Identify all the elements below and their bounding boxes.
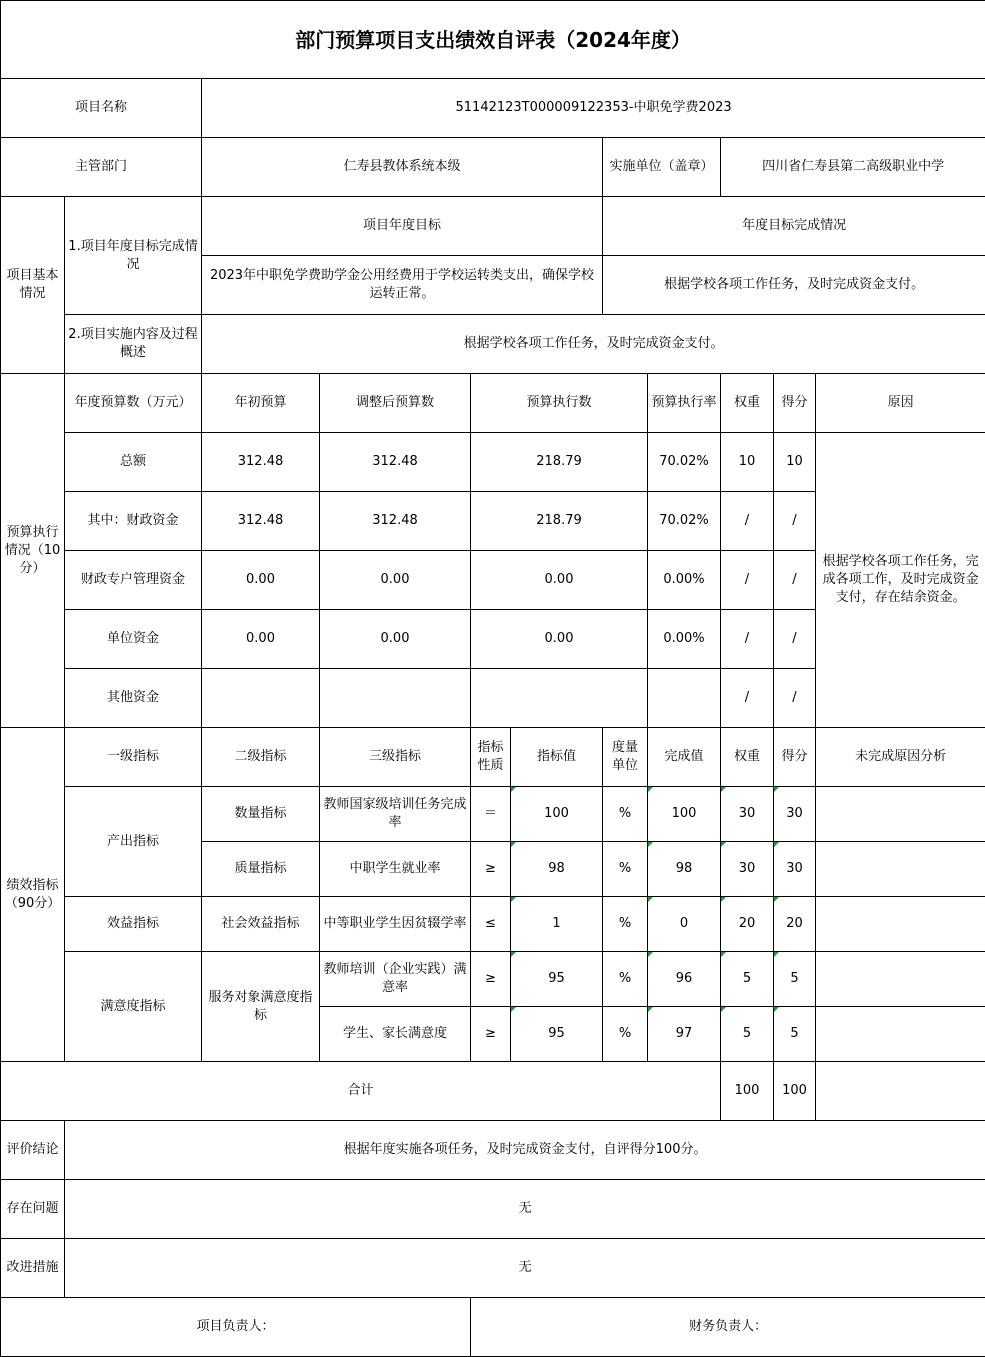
budget-row-name: 单位资金	[65, 610, 202, 669]
perf-indicator-actual: 0	[648, 897, 721, 952]
budget-score: /	[774, 669, 816, 728]
improvements-label: 改进措施	[1, 1239, 65, 1298]
perf-level1-satisfaction: 满意度指标	[65, 952, 202, 1062]
budget-header-initial: 年初预算	[202, 374, 320, 433]
budget-rate: 70.02%	[648, 433, 721, 492]
perf-indicator-weight: 20	[721, 897, 774, 952]
budget-row-name: 财政专户管理资金	[65, 551, 202, 610]
perf-indicator-reason	[816, 952, 985, 1007]
budget-header-adjusted: 调整后预算数	[320, 374, 471, 433]
perf-indicator-name: 学生、家长满意度	[320, 1007, 471, 1062]
perf-indicator-weight: 5	[721, 1007, 774, 1062]
budget-adjusted	[320, 669, 471, 728]
perf-indicator-op: ≤	[471, 897, 511, 952]
budget-score: /	[774, 551, 816, 610]
budget-adjusted: 0.00	[320, 610, 471, 669]
total-label: 合计	[1, 1062, 721, 1121]
perf-indicator-actual: 97	[648, 1007, 721, 1062]
budget-score: /	[774, 610, 816, 669]
implementing-unit-value: 四川省仁寿县第二高级职业中学	[721, 138, 985, 197]
perf-level2-service: 服务对象满意度指标	[202, 952, 320, 1062]
perf-indicator-target: 95	[511, 952, 603, 1007]
perf-indicator-score: 20	[774, 897, 816, 952]
budget-header-annual: 年度预算数（万元）	[65, 374, 202, 433]
perf-header-target: 指标值	[511, 728, 603, 787]
budget-initial: 0.00	[202, 551, 320, 610]
budget-initial: 312.48	[202, 492, 320, 551]
budget-row-name: 其中：财政资金	[65, 492, 202, 551]
perf-indicator-name: 中职学生就业率	[320, 842, 471, 897]
perf-header-level3: 三级指标	[320, 728, 471, 787]
perf-header-score: 得分	[774, 728, 816, 787]
budget-score: 10	[774, 433, 816, 492]
project-lead-signature: 项目负责人：	[1, 1298, 471, 1357]
total-score: 100	[774, 1062, 816, 1121]
department-value: 仁寿县教体系统本级	[202, 138, 603, 197]
perf-header-reason: 未完成原因分析	[816, 728, 985, 787]
perf-header-weight: 权重	[721, 728, 774, 787]
budget-score: /	[774, 492, 816, 551]
perf-indicator-score: 5	[774, 952, 816, 1007]
perf-indicator-unit: %	[603, 897, 648, 952]
budget-rate: 0.00%	[648, 610, 721, 669]
annual-target-header: 项目年度目标	[202, 197, 603, 256]
problems-label: 存在问题	[1, 1180, 65, 1239]
budget-weight: 10	[721, 433, 774, 492]
page-title: 部门预算项目支出绩效自评表（2024年度）	[1, 1, 985, 79]
perf-indicator-weight: 30	[721, 842, 774, 897]
perf-indicator-op: ≥	[471, 1007, 511, 1062]
budget-row-name: 其他资金	[65, 669, 202, 728]
perf-indicator-target: 100	[511, 787, 603, 842]
perf-indicator-reason	[816, 897, 985, 952]
project-name-value: 51142123T000009122353-中职免学费2023	[202, 79, 985, 138]
perf-indicator-reason	[816, 842, 985, 897]
implementation-text: 根据学校各项工作任务，及时完成资金支付。	[202, 315, 985, 374]
budget-adjusted: 312.48	[320, 492, 471, 551]
budget-header-score: 得分	[774, 374, 816, 433]
perf-indicator-target: 98	[511, 842, 603, 897]
perf-level1-benefit: 效益指标	[65, 897, 202, 952]
budget-initial	[202, 669, 320, 728]
budget-executed: 0.00	[471, 551, 648, 610]
improvements-text: 无	[65, 1239, 985, 1298]
budget-executed	[471, 669, 648, 728]
perf-indicator-unit: %	[603, 1007, 648, 1062]
total-weight: 100	[721, 1062, 774, 1121]
implementation-label: 2.项目实施内容及过程概述	[65, 315, 202, 374]
perf-indicator-op: ≥	[471, 952, 511, 1007]
perf-indicator-unit: %	[603, 842, 648, 897]
perf-indicator-score: 5	[774, 1007, 816, 1062]
perf-level2-quantity: 数量指标	[202, 787, 320, 842]
target-completion-text: 根据学校各项工作任务，及时完成资金支付。	[603, 256, 985, 315]
perf-level2-social: 社会效益指标	[202, 897, 320, 952]
budget-execution-label: 预算执行情况（10分）	[1, 374, 65, 728]
annual-target-text: 2023年中职免学费助学金公用经费用于学校运转类支出，确保学校运转正常。	[202, 256, 603, 315]
perf-indicator-op: ≥	[471, 842, 511, 897]
budget-header-rate: 预算执行率	[648, 374, 721, 433]
perf-header-unit: 度量单位	[603, 728, 648, 787]
perf-indicator-unit: %	[603, 952, 648, 1007]
department-label: 主管部门	[1, 138, 202, 197]
perf-header-level2: 二级指标	[202, 728, 320, 787]
budget-rate	[648, 669, 721, 728]
budget-weight: /	[721, 551, 774, 610]
performance-label: 绩效指标（90分）	[1, 728, 65, 1062]
perf-indicator-target: 95	[511, 1007, 603, 1062]
budget-adjusted: 312.48	[320, 433, 471, 492]
budget-initial: 0.00	[202, 610, 320, 669]
perf-indicator-weight: 5	[721, 952, 774, 1007]
budget-reason: 根据学校各项工作任务，完成各项工作，及时完成资金支付，存在结余资金。	[816, 433, 985, 728]
perf-indicator-actual: 98	[648, 842, 721, 897]
perf-indicator-target: 1	[511, 897, 603, 952]
perf-indicator-score: 30	[774, 842, 816, 897]
perf-indicator-reason	[816, 787, 985, 842]
total-reason	[816, 1062, 985, 1121]
budget-header-weight: 权重	[721, 374, 774, 433]
basic-info-label: 项目基本情况	[1, 197, 65, 374]
perf-indicator-actual: 100	[648, 787, 721, 842]
budget-header-executed: 预算执行数	[471, 374, 648, 433]
perf-indicator-unit: %	[603, 787, 648, 842]
budget-rate: 70.02%	[648, 492, 721, 551]
budget-row-name: 总额	[65, 433, 202, 492]
budget-executed: 218.79	[471, 492, 648, 551]
project-name-label: 项目名称	[1, 79, 202, 138]
conclusion-text: 根据年度实施各项任务，及时完成资金支付，自评得分100分。	[65, 1121, 985, 1180]
budget-initial: 312.48	[202, 433, 320, 492]
perf-indicator-reason	[816, 1007, 985, 1062]
perf-indicator-name: 中等职业学生因贫辍学率	[320, 897, 471, 952]
perf-level2-quality: 质量指标	[202, 842, 320, 897]
budget-rate: 0.00%	[648, 551, 721, 610]
perf-indicator-weight: 30	[721, 787, 774, 842]
budget-header-reason: 原因	[816, 374, 985, 433]
finance-lead-signature: 财务负责人：	[471, 1298, 985, 1357]
problems-text: 无	[65, 1180, 985, 1239]
budget-weight: /	[721, 669, 774, 728]
budget-weight: /	[721, 492, 774, 551]
perf-indicator-name: 教师培训（企业实践）满意率	[320, 952, 471, 1007]
perf-level1-output: 产出指标	[65, 787, 202, 897]
target-completion-label: 1.项目年度目标完成情况	[65, 197, 202, 315]
budget-executed: 218.79	[471, 433, 648, 492]
perf-header-nature: 指标性质	[471, 728, 511, 787]
perf-header-level1: 一级指标	[65, 728, 202, 787]
budget-adjusted: 0.00	[320, 551, 471, 610]
perf-indicator-score: 30	[774, 787, 816, 842]
conclusion-label: 评价结论	[1, 1121, 65, 1180]
perf-indicator-op: ＝	[471, 787, 511, 842]
perf-indicator-name: 教师国家级培训任务完成率	[320, 787, 471, 842]
implementing-unit-label: 实施单位（盖章）	[603, 138, 721, 197]
perf-header-actual: 完成值	[648, 728, 721, 787]
budget-weight: /	[721, 610, 774, 669]
target-completion-header: 年度目标完成情况	[603, 197, 985, 256]
budget-executed: 0.00	[471, 610, 648, 669]
perf-indicator-actual: 96	[648, 952, 721, 1007]
